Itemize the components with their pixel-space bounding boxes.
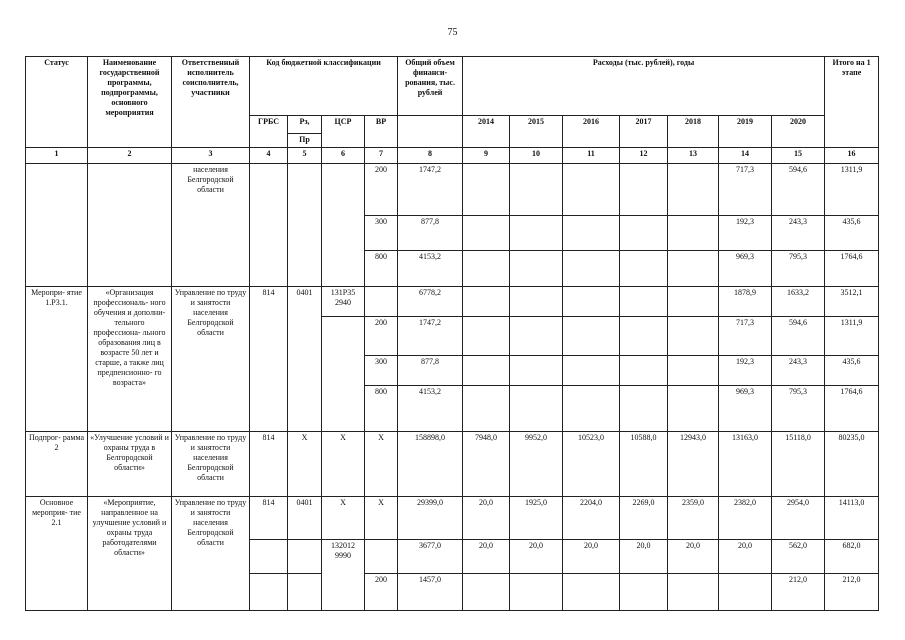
header-total-blank [398, 115, 463, 148]
column-number: 9 [463, 148, 510, 163]
header-executor: Ответственный исполнитель соисполнитель, участники [172, 57, 250, 148]
table-row: Основное мероприя- тие 2.1 «Мероприятие, направленное на улучшение условий и охраны труда работодателями области» Управление по труду и занятости населения Белгородской области 814 0401 X X 29399,0 20,0 1925,0 2204,0 2269,0 2359,0 2382,0 2954,0 14113,0 [26, 497, 879, 540]
measure-status: Меропри- ятие 1.Р3.1. [26, 286, 88, 431]
column-number: 16 [825, 148, 879, 163]
header-budget-code: Код бюджетной классификации [250, 57, 398, 116]
subprogram-name: «Улучшение условий и охраны труда в Белгородской области» [88, 431, 172, 496]
measure-name: «Организация профессиональ- ного обучения и дополни- тельного профессиона- льного образования лиц в возрасте 50 лет и старше, а также лиц предпенсионно- го возраста» [88, 286, 172, 431]
column-number: 7 [365, 148, 398, 163]
header-year: 2015 [510, 115, 563, 148]
header-stage-total: Итого на 1 этапе [825, 57, 879, 148]
table-row: 300 877,8 192,3 243,3 435,6 [26, 355, 879, 385]
column-number: 10 [510, 148, 563, 163]
main-measure-executor: Управление по труду и занятости населения Белгородской области [172, 497, 250, 611]
column-number: 6 [322, 148, 365, 163]
column-number: 14 [719, 148, 772, 163]
column-number: 2 [88, 148, 172, 163]
table-row: 800 4153,2 969,3 795,3 1764,6 [26, 386, 879, 432]
budget-table [25, 56, 879, 611]
header-year: 2017 [620, 115, 668, 148]
header-grbs: ГРБС [250, 115, 288, 148]
header-total: Общий объем финанси- рования, тыс. рублей [398, 57, 463, 116]
table-row: 200 1747,2 717,3 594,6 1311,9 [26, 317, 879, 356]
header-year: 2014 [463, 115, 510, 148]
column-number: 13 [668, 148, 719, 163]
header-status: Статус [26, 57, 88, 148]
cont-executor-cell: населения Белгородской области [172, 163, 250, 286]
measure-executor: Управление по труду и занятости населения Белгородской области [172, 286, 250, 431]
column-number-row [26, 148, 879, 163]
cont-name-cell [88, 163, 172, 286]
header-year: 2018 [668, 115, 719, 148]
table-row: 132012 9990 3677,0 20,0 20,0 20,0 20,0 20,0 20,0 562,0 682,0 [26, 539, 879, 574]
header-row [26, 57, 879, 116]
table-row: Подпрог- рамма 2 «Улучшение условий и охраны труда в Белгородской области» Управление по труду и занятости населения Белгородской области 814 X X X 158898,0 7948,0 9952,0 10523,0 10588,0 12943,0 13163,0 15118,0 80235,0 [26, 431, 879, 496]
header-expenses: Расходы (тыс. рублей), годы [463, 57, 825, 116]
header-year: 2019 [719, 115, 772, 148]
cont-status-cell [26, 163, 88, 286]
table-row: 200 1457,0 212,0 212,0 [26, 574, 879, 611]
column-number: 1 [26, 148, 88, 163]
column-number: 11 [563, 148, 620, 163]
header-vr: ВР [365, 115, 398, 148]
main-measure-status: Основное мероприя- тие 2.1 [26, 497, 88, 611]
header-rz: Рз, [288, 115, 322, 133]
header-year: 2016 [563, 115, 620, 148]
main-measure-name: «Мероприятие, направленное на улучшение условий и охраны труда работодателями области» [88, 497, 172, 611]
header-name: Наименование государственной программы, подпрограммы, основного мероприятия [88, 57, 172, 148]
subprogram-executor: Управление по труду и занятости населения Белгородской области [172, 431, 250, 496]
column-number: 8 [398, 148, 463, 163]
table-row: населения Белгородской области 200 1747,2 717,3 594,6 1311,9 [26, 163, 879, 215]
column-number: 5 [288, 148, 322, 163]
column-number: 3 [172, 148, 250, 163]
header-year: 2020 [772, 115, 825, 148]
column-number: 4 [250, 148, 288, 163]
header-csr: ЦСР [322, 115, 365, 148]
column-number: 15 [772, 148, 825, 163]
table-row: 300 877,8 192,3 243,3 435,6 [26, 215, 879, 251]
column-number: 12 [620, 148, 668, 163]
page-number: 75 [447, 27, 458, 38]
subprogram-status: Подпрог- рамма 2 [26, 431, 88, 496]
header-pr: Пр [288, 134, 322, 148]
table-row: Меропри- ятие 1.Р3.1. «Организация профессиональ- ного обучения и дополни- тельного профессиона- льного образования лиц в возрасте 50 лет и старше, а также лиц предпенсионно- го возраста» Управление по труду и занятости населения Белгородской области 814 0401 131Р35 2940 6778,2 1878,9 1633,2 3512,1 [26, 286, 879, 316]
table-row: 800 4153,2 969,3 795,3 1764,6 [26, 251, 879, 287]
